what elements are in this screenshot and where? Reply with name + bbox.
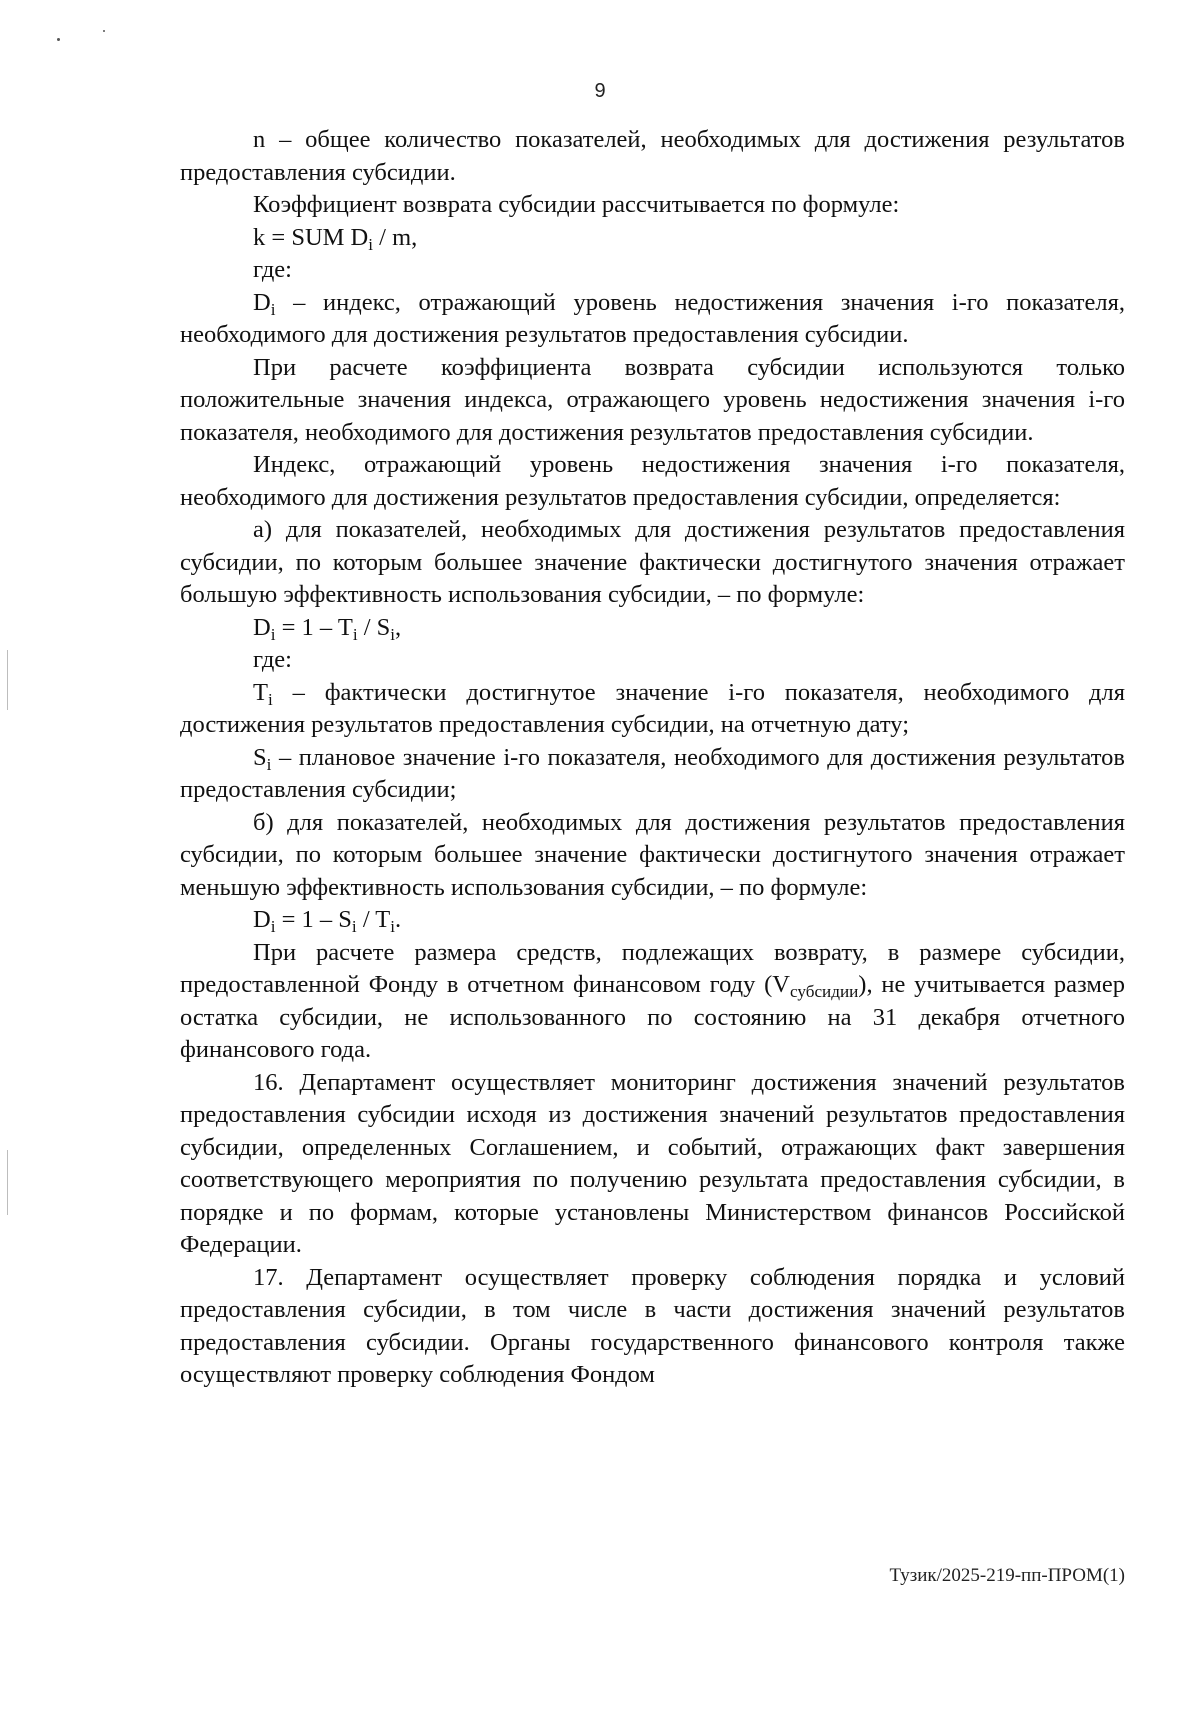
formula-b-s-sub: i <box>351 917 357 937</box>
paragraph-coefficient-intro: Коэффициент возврата субсидии рассчитывается по формуле: <box>253 191 900 218</box>
formula-b-d: D <box>253 906 271 933</box>
remainder-post: ), не учитывается размер остатка субсидии, не использованного по состоянию на 31 декабря отчетного финансового года. <box>180 971 1125 1063</box>
scan-speck <box>57 38 60 41</box>
document-code: Тузик/2025-219-пп-ПРОМ(1) <box>889 1565 1125 1586</box>
formula-b-t-sub: i <box>390 917 396 937</box>
paragraph-case-b: б) для показателей, необходимых для достижения результатов предоставления субсидии, по которым большее значение фактически достигнутого значения отражает меньшую эффективность использования субсидии, – по формуле: <box>180 808 1125 901</box>
ti-symbol: T <box>253 678 268 706</box>
formula-b-d-sub: i <box>270 917 276 937</box>
si-subscript: i <box>266 754 272 774</box>
di-symbol: D <box>253 288 271 316</box>
formula-a-s-sub: i <box>390 624 396 644</box>
paragraph-di-definition <box>180 287 1125 352</box>
formula-di-b <box>180 904 1125 937</box>
paragraph-remainder <box>180 937 1125 1067</box>
formula-a-d-sub: i <box>270 624 276 644</box>
paragraph-16-monitoring: 16. Департамент осуществляет мониторинг достижения значений результатов предоставления субсидии исходя из достижения значений результатов предоставления субсидии, определенных Соглашением, и событий, отражающих факт завершения соответствующего мероприятия по получению результата предоставления субсидии, в порядке и по формам, которые установлены Министерством финансов Российской Федерации. <box>180 1068 1125 1258</box>
formula-a-t: = 1 – T <box>275 613 353 641</box>
formula-k <box>180 222 1125 255</box>
formula-a-d: D <box>253 613 271 641</box>
paragraph-positive-values: При расчете коэффициента возврата субсидии используются только положительные значения индекса, отражающего уровень недостижения значения i-го показателя, необходимого для достижения результатов предоставления субсидии. <box>180 353 1125 446</box>
document-body <box>180 124 1125 1392</box>
formula-b-s: = 1 – S <box>275 906 352 933</box>
where-label: где: <box>253 256 292 283</box>
paragraph-17-verification: 17. Департамент осуществляет проверку соблюдения порядка и условий предоставления субсидии, в том числе в части достижения значений результатов предоставления субсидии. Органы государственного финансового контроля также осуществляют проверку соблюдения Фондом <box>180 1263 1125 1388</box>
di-text: – индекс, отражающий уровень недостижения значения i-го показателя, необходимого для достижения результатов предоставления субсидии. <box>180 288 1125 348</box>
scan-margin-line <box>7 650 8 710</box>
scan-margin-line <box>7 1150 8 1215</box>
paragraph-si-definition <box>180 742 1125 807</box>
di-subscript: i <box>270 299 276 319</box>
formula-k-pre: k = SUM D <box>253 223 369 251</box>
remainder-pre: При расчете размера средств, подлежащих возврату, в размере субсидии, предоставленной Фонду в отчетном финансовом году (V <box>180 938 1125 998</box>
remainder-sub: субсидии <box>790 982 859 1002</box>
where-label-2: где: <box>253 646 292 673</box>
paragraph-index-determined: Индекс, отражающий уровень недостижения значения i-го показателя, необходимого для достижения результатов предоставления субсидии, определяется: <box>180 451 1125 511</box>
formula-b-end: . <box>395 906 402 933</box>
formula-k-post: / m, <box>373 223 418 251</box>
page-number: 9 <box>594 80 606 102</box>
formula-k-sub: i <box>368 234 374 254</box>
formula-a-t-sub: i <box>352 624 358 644</box>
scan-speck <box>103 30 105 32</box>
formula-a-end: , <box>395 613 402 641</box>
si-symbol: S <box>253 743 267 771</box>
formula-di-a <box>180 612 1125 645</box>
paragraph-n-definition: n – общее количество показателей, необходимых для достижения результатов предоставления субсидии. <box>180 126 1125 186</box>
formula-a-s: / S <box>357 613 391 641</box>
paragraph-case-a: а) для показателей, необходимых для достижения результатов предоставления субсидии, по которым большее значение фактически достигнутого значения отражает большую эффективность использования субсидии, – по формуле: <box>180 516 1125 608</box>
paragraph-ti-definition <box>180 677 1125 742</box>
ti-text: – фактически достигнутое значение i-го показателя, необходимого для достижения результатов предоставления субсидии, на отчетную дату; <box>180 678 1125 738</box>
formula-b-t: / T <box>356 906 391 933</box>
ti-subscript: i <box>267 689 273 709</box>
si-text: – плановое значение i-го показателя, необходимого для достижения результатов предоставления субсидии; <box>180 743 1125 803</box>
